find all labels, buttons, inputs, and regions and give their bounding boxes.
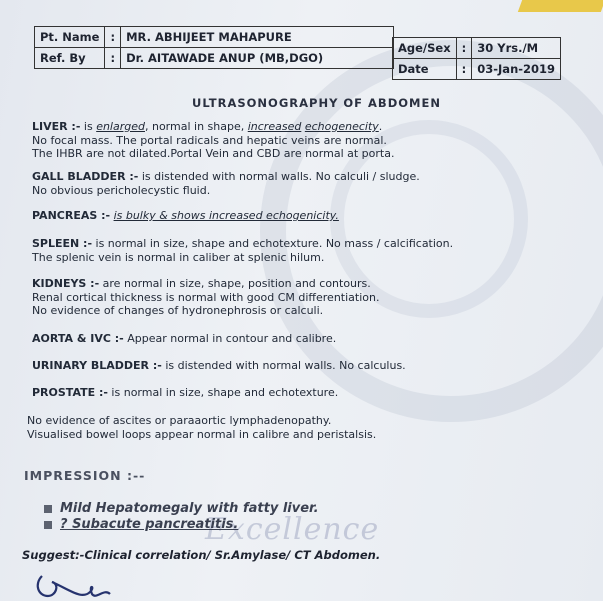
patient-label: Pt. Name (35, 27, 105, 48)
spleen-label: SPLEEN :- (32, 237, 93, 250)
pancreas-text: is bulky & shows increased echogenicity. (113, 209, 339, 222)
aorta-label: AORTA & IVC :- (32, 332, 124, 345)
prostate-section (32, 386, 338, 400)
separator: : (105, 27, 121, 48)
kidneys-line-2: Renal cortical thickness is normal with good CM differentiation. (32, 290, 380, 304)
date-value: 03-Jan-2019 (472, 59, 561, 80)
impression-item-1 (44, 501, 319, 516)
liver-line-2: No focal mass. The portal radicals and hepatic veins are normal. (32, 133, 387, 147)
separator: : (105, 48, 121, 69)
liver-echogenecity: echogenecity (304, 120, 379, 133)
spleen-line-2: The splenic vein is normal in caliber at splenic hilum. (32, 250, 325, 264)
liver-line-3: The IHBR are not dilated.Portal Vein and CBD are normal at porta. (32, 147, 395, 160)
misc-line-2: Visualised bowel loops appear normal in calibre and peristalsis. (27, 427, 377, 441)
watermark-text: Excellence (205, 512, 380, 547)
kidneys-section (32, 277, 379, 318)
separator: : (456, 59, 472, 80)
separator: : (456, 38, 472, 59)
liver-section (32, 120, 394, 161)
aorta-text: Appear normal in contour and calibre. (123, 332, 337, 345)
ref-label: Ref. By (35, 48, 105, 69)
report-title: ULTRASONOGRAPHY OF ABDOMEN (192, 96, 441, 110)
urinary-bladder-text: is distended with normal walls. No calculus. (161, 359, 406, 372)
gall-bladder-line-2: No obvious pericholecystic fluid. (32, 183, 211, 197)
kidneys-text: are normal in size, shape, position and contours. (99, 277, 371, 290)
liver-enlarged: enlarged (96, 120, 145, 133)
urinary-bladder-label: URINARY BLADDER :- (32, 359, 162, 372)
spleen-text: is normal in size, shape and echotexture. No mass / calcification. (92, 237, 454, 250)
spleen-section (32, 237, 453, 264)
age-sex-value: 30 Yrs./M (472, 38, 561, 59)
pancreas-label: PANCREAS :- (32, 209, 111, 222)
kidneys-label: KIDNEYS :- (32, 277, 100, 290)
suggestion-line: Suggest:-Clinical correlation/ Sr.Amylase/ CT Abdomen. (22, 548, 381, 562)
urinary-bladder-section (32, 359, 406, 373)
misc-findings (27, 414, 376, 441)
impression-text-2: ? Subacute pancreatitis. (60, 517, 239, 532)
liver-text: . (378, 120, 383, 133)
liver-text: , normal in shape, (144, 120, 248, 133)
gall-bladder-text: is distended with normal walls. No calculi / sludge. (138, 170, 420, 183)
bullet-icon (44, 521, 52, 529)
aorta-section (32, 332, 336, 346)
patient-name: MR. ABHIJEET MAHAPURE (121, 27, 394, 48)
liver-increased: increased (247, 120, 302, 133)
age-date-table (392, 37, 561, 80)
impression-heading: IMPRESSION :-- (24, 468, 146, 483)
gall-bladder-label: GALL BLADDER :- (32, 170, 139, 183)
bullet-icon (44, 505, 52, 513)
impression-text-1: Mild Hepatomegaly with fatty liver. (60, 501, 319, 516)
liver-label: LIVER :- (32, 120, 81, 133)
prostate-text: is normal in size, shape and echotexture. (107, 386, 339, 399)
gall-bladder-section (32, 170, 420, 197)
age-sex-label: Age/Sex (393, 38, 457, 59)
date-label: Date (393, 59, 457, 80)
ref-name: Dr. AITAWADE ANUP (MB,DGO) (121, 48, 394, 69)
pancreas-section (32, 209, 339, 223)
signature-icon (30, 570, 150, 601)
prostate-label: PROSTATE :- (32, 386, 108, 399)
misc-line-1: No evidence of ascites or paraaortic lymphadenopathy. (27, 414, 332, 427)
liver-text: is (80, 120, 97, 133)
kidneys-line-3: No evidence of changes of hydronephrosis or calculi. (32, 304, 324, 317)
impression-item-2 (44, 517, 238, 532)
patient-info-table (34, 26, 394, 69)
paper-edge (518, 0, 603, 12)
